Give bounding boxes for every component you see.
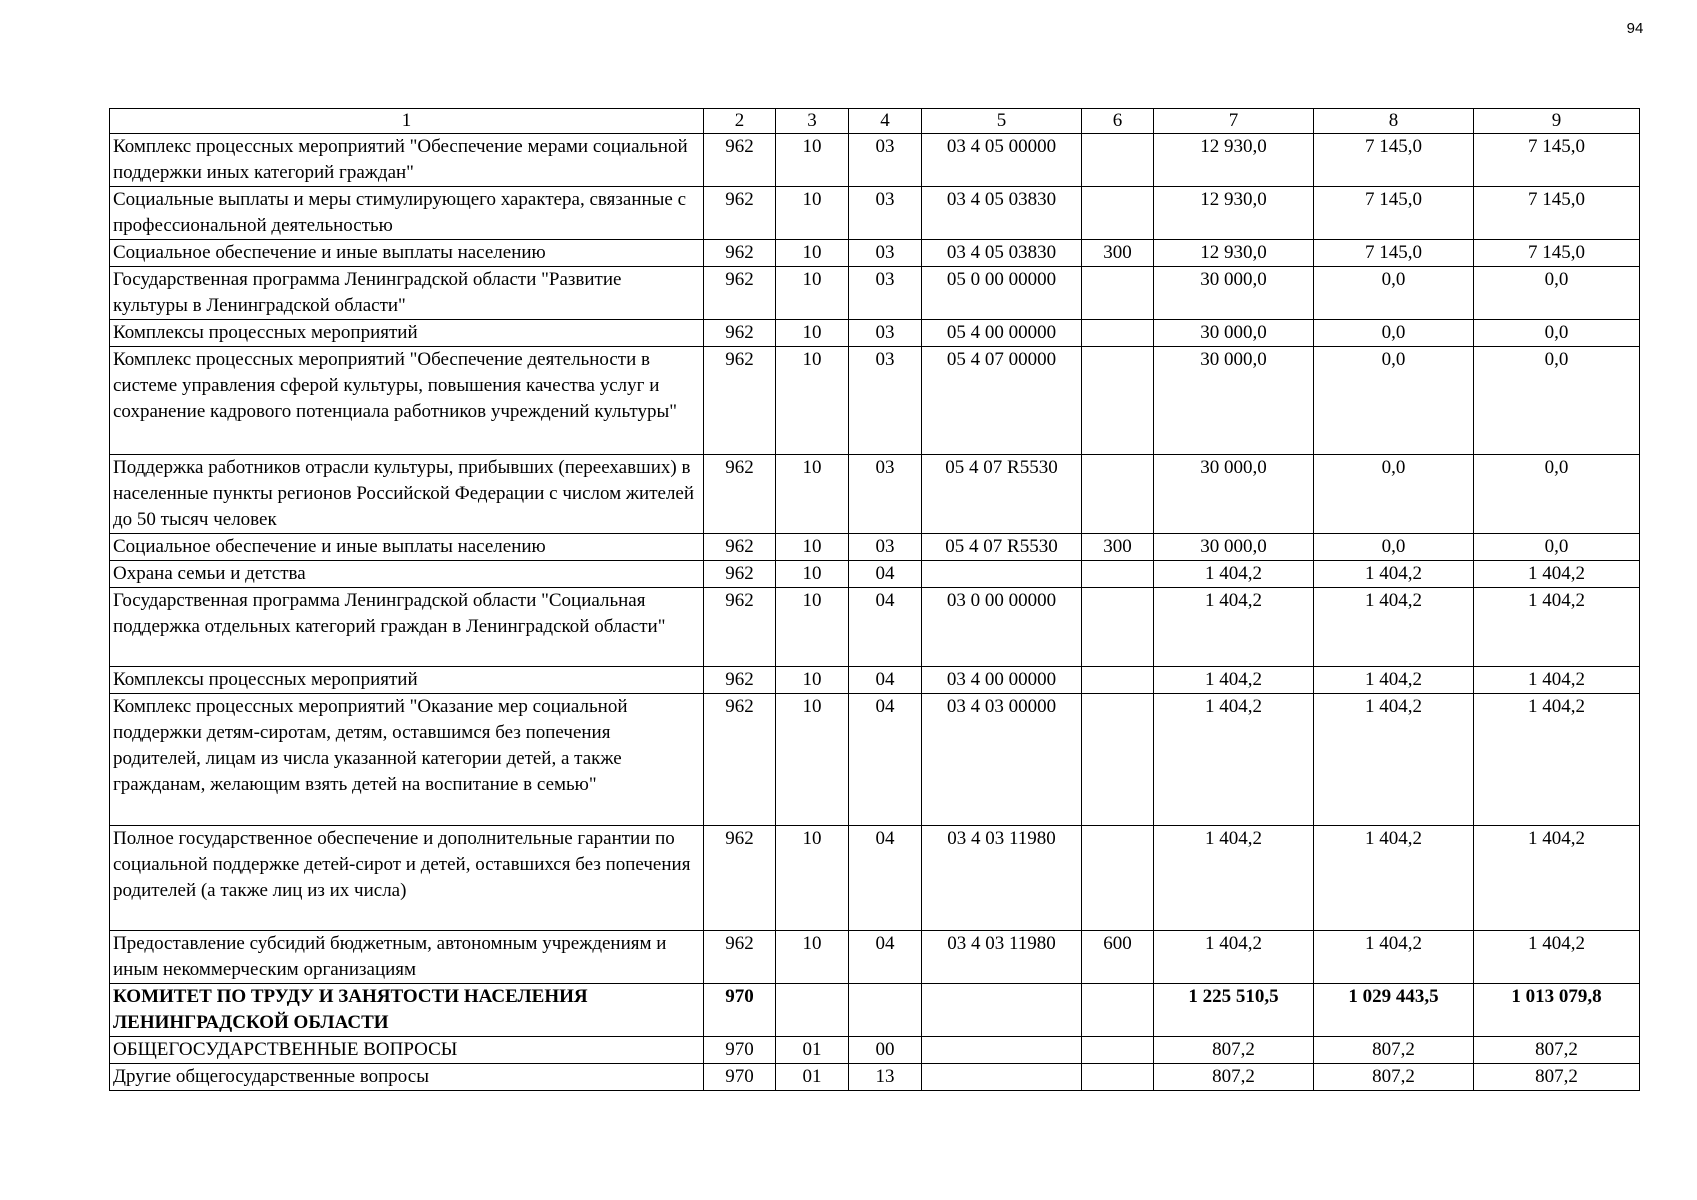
row-admin-code-cell: 962 [704,187,776,240]
row-admin-code-cell: 962 [704,826,776,931]
table-row [110,561,1640,588]
row-name-cell: Полное государственное обеспечение и дополнительные гарантии по социальной поддержке детей-сирот и детей, оставшихся без попечения родителей (а также лиц из их числа) [110,826,704,931]
row-expense-type-cell: 300 [1082,534,1154,561]
row-amount-year3-cell: 0,0 [1474,320,1640,347]
row-subsection-cell [849,984,922,1037]
row-target-article-cell [922,1064,1082,1091]
row-admin-code-cell: 962 [704,588,776,667]
row-amount-year2-cell: 0,0 [1314,347,1474,455]
table-row [110,134,1640,187]
row-name-cell: Предоставление субсидий бюджетным, автономным учреждениям и иным некоммерческим организациям [110,931,704,984]
table-header-row [110,109,1640,134]
budget-table [109,108,1640,1091]
row-section-cell: 10 [776,826,849,931]
table-row [110,984,1640,1037]
row-amount-year3-cell: 0,0 [1474,347,1640,455]
row-name-cell: Государственная программа Ленинградской области "Социальная поддержка отдельных категорий граждан в Ленинградской области" [110,588,704,667]
row-subsection-cell: 04 [849,561,922,588]
row-expense-type-cell [1082,984,1154,1037]
row-name-cell: Комплекс процессных мероприятий "Оказание мер социальной поддержки детям-сиротам, детям, оставшимся без попечения родителей, лицам из числа указанной категории детей, а также гражданам, желающим взять детей на воспитание в семью" [110,694,704,826]
row-amount-year2-cell: 1 404,2 [1314,694,1474,826]
row-subsection-cell: 03 [849,267,922,320]
header-cell-8: 8 [1314,109,1474,134]
row-amount-year3-cell: 7 145,0 [1474,240,1640,267]
row-expense-type-cell [1082,1037,1154,1064]
row-subsection-cell: 03 [849,320,922,347]
row-expense-type-cell [1082,826,1154,931]
table-row [110,240,1640,267]
row-amount-year2-cell: 1 404,2 [1314,826,1474,931]
row-amount-year3-cell: 1 013 079,8 [1474,984,1640,1037]
row-admin-code-cell: 962 [704,561,776,588]
row-amount-year1-cell: 30 000,0 [1154,320,1314,347]
row-name-cell: Поддержка работников отрасли культуры, прибывших (переехавших) в населенные пункты регионов Российской Федерации с числом жителей до 50 тысяч человек [110,455,704,534]
row-name-cell: Охрана семьи и детства [110,561,704,588]
row-subsection-cell: 03 [849,134,922,187]
row-section-cell: 10 [776,694,849,826]
row-expense-type-cell [1082,320,1154,347]
row-amount-year2-cell: 1 404,2 [1314,561,1474,588]
row-section-cell: 10 [776,455,849,534]
table-row [110,826,1640,931]
row-section-cell: 10 [776,134,849,187]
row-expense-type-cell [1082,588,1154,667]
row-subsection-cell: 03 [849,455,922,534]
row-target-article-cell: 05 0 00 00000 [922,267,1082,320]
row-section-cell [776,984,849,1037]
row-subsection-cell: 04 [849,667,922,694]
row-target-article-cell: 03 4 03 11980 [922,826,1082,931]
row-subsection-cell: 00 [849,1037,922,1064]
row-expense-type-cell [1082,667,1154,694]
row-name-cell: Комплекс процессных мероприятий "Обеспечение мерами социальной поддержки иных категорий граждан" [110,134,704,187]
row-amount-year3-cell: 807,2 [1474,1064,1640,1091]
row-admin-code-cell: 962 [704,320,776,347]
row-amount-year2-cell: 1 404,2 [1314,588,1474,667]
row-amount-year3-cell: 1 404,2 [1474,588,1640,667]
row-target-article-cell: 05 4 07 R5530 [922,455,1082,534]
row-section-cell: 10 [776,561,849,588]
row-amount-year2-cell: 0,0 [1314,267,1474,320]
table-row [110,588,1640,667]
row-section-cell: 10 [776,534,849,561]
page-number: 94 [1626,20,1644,37]
row-name-cell: Социальные выплаты и меры стимулирующего характера, связанные с профессиональной деятельностью [110,187,704,240]
row-amount-year3-cell: 1 404,2 [1474,561,1640,588]
row-amount-year1-cell: 1 404,2 [1154,588,1314,667]
row-amount-year3-cell: 1 404,2 [1474,667,1640,694]
row-target-article-cell [922,561,1082,588]
row-target-article-cell: 03 0 00 00000 [922,588,1082,667]
header-cell-6: 6 [1082,109,1154,134]
row-target-article-cell [922,1037,1082,1064]
row-admin-code-cell: 962 [704,694,776,826]
row-amount-year1-cell: 12 930,0 [1154,134,1314,187]
row-amount-year3-cell: 1 404,2 [1474,826,1640,931]
table-row [110,1064,1640,1091]
row-amount-year2-cell: 0,0 [1314,534,1474,561]
row-section-cell: 10 [776,347,849,455]
row-expense-type-cell: 600 [1082,931,1154,984]
table-row [110,347,1640,455]
row-target-article-cell: 05 4 00 00000 [922,320,1082,347]
row-section-cell: 01 [776,1037,849,1064]
row-name-cell: Другие общегосударственные вопросы [110,1064,704,1091]
table-row [110,267,1640,320]
row-expense-type-cell [1082,561,1154,588]
row-expense-type-cell: 300 [1082,240,1154,267]
row-admin-code-cell: 970 [704,984,776,1037]
row-admin-code-cell: 962 [704,455,776,534]
row-amount-year1-cell: 12 930,0 [1154,240,1314,267]
row-expense-type-cell [1082,187,1154,240]
row-expense-type-cell [1082,694,1154,826]
row-name-cell: Государственная программа Ленинградской области "Развитие культуры в Ленинградской области" [110,267,704,320]
row-subsection-cell: 04 [849,694,922,826]
row-amount-year3-cell: 1 404,2 [1474,694,1640,826]
row-admin-code-cell: 962 [704,134,776,187]
row-target-article-cell: 03 4 05 03830 [922,187,1082,240]
row-amount-year2-cell: 1 404,2 [1314,667,1474,694]
row-admin-code-cell: 962 [704,534,776,561]
row-amount-year3-cell: 0,0 [1474,455,1640,534]
row-subsection-cell: 03 [849,347,922,455]
row-subsection-cell: 13 [849,1064,922,1091]
row-admin-code-cell: 970 [704,1064,776,1091]
row-section-cell: 01 [776,1064,849,1091]
row-amount-year3-cell: 0,0 [1474,534,1640,561]
row-section-cell: 10 [776,240,849,267]
table-row [110,455,1640,534]
row-subsection-cell: 04 [849,588,922,667]
row-expense-type-cell [1082,267,1154,320]
row-amount-year1-cell: 1 404,2 [1154,667,1314,694]
row-name-cell: Комплексы процессных мероприятий [110,667,704,694]
row-expense-type-cell [1082,134,1154,187]
row-target-article-cell: 03 4 05 03830 [922,240,1082,267]
table-row [110,187,1640,240]
row-amount-year3-cell: 7 145,0 [1474,134,1640,187]
row-section-cell: 10 [776,187,849,240]
row-name-cell: КОМИТЕТ ПО ТРУДУ И ЗАНЯТОСТИ НАСЕЛЕНИЯ ЛЕНИНГРАДСКОЙ ОБЛАСТИ [110,984,704,1037]
row-amount-year2-cell: 1 404,2 [1314,931,1474,984]
row-target-article-cell: 03 4 03 00000 [922,694,1082,826]
row-admin-code-cell: 962 [704,931,776,984]
row-amount-year1-cell: 1 225 510,5 [1154,984,1314,1037]
row-amount-year3-cell: 0,0 [1474,267,1640,320]
row-amount-year1-cell: 30 000,0 [1154,534,1314,561]
header-cell-2: 2 [704,109,776,134]
table-row [110,667,1640,694]
row-admin-code-cell: 970 [704,1037,776,1064]
row-expense-type-cell [1082,1064,1154,1091]
row-name-cell: ОБЩЕГОСУДАРСТВЕННЫЕ ВОПРОСЫ [110,1037,704,1064]
row-section-cell: 10 [776,667,849,694]
row-admin-code-cell: 962 [704,667,776,694]
row-target-article-cell: 03 4 03 11980 [922,931,1082,984]
row-target-article-cell: 03 4 05 00000 [922,134,1082,187]
row-subsection-cell: 03 [849,534,922,561]
row-target-article-cell [922,984,1082,1037]
row-expense-type-cell [1082,347,1154,455]
row-amount-year1-cell: 12 930,0 [1154,187,1314,240]
row-name-cell: Социальное обеспечение и иные выплаты населению [110,534,704,561]
row-amount-year2-cell: 0,0 [1314,320,1474,347]
row-subsection-cell: 03 [849,187,922,240]
row-amount-year1-cell: 1 404,2 [1154,931,1314,984]
row-section-cell: 10 [776,588,849,667]
row-amount-year1-cell: 1 404,2 [1154,694,1314,826]
row-amount-year1-cell: 30 000,0 [1154,347,1314,455]
row-admin-code-cell: 962 [704,267,776,320]
table-row [110,320,1640,347]
row-subsection-cell: 04 [849,931,922,984]
row-amount-year2-cell: 807,2 [1314,1064,1474,1091]
row-subsection-cell: 03 [849,240,922,267]
row-amount-year2-cell: 0,0 [1314,455,1474,534]
row-section-cell: 10 [776,931,849,984]
row-subsection-cell: 04 [849,826,922,931]
row-amount-year1-cell: 30 000,0 [1154,455,1314,534]
row-amount-year1-cell: 807,2 [1154,1064,1314,1091]
row-name-cell: Комплекс процессных мероприятий "Обеспечение деятельности в системе управления сферой культуры, повышения качества услуг и сохранение кадрового потенциала работников учреждений культуры" [110,347,704,455]
row-amount-year2-cell: 7 145,0 [1314,240,1474,267]
header-cell-5: 5 [922,109,1082,134]
table-row [110,534,1640,561]
row-amount-year2-cell: 7 145,0 [1314,187,1474,240]
row-target-article-cell: 03 4 00 00000 [922,667,1082,694]
header-cell-4: 4 [849,109,922,134]
row-amount-year3-cell: 7 145,0 [1474,187,1640,240]
row-amount-year2-cell: 1 029 443,5 [1314,984,1474,1037]
header-cell-3: 3 [776,109,849,134]
row-admin-code-cell: 962 [704,347,776,455]
row-amount-year1-cell: 1 404,2 [1154,561,1314,588]
row-amount-year2-cell: 7 145,0 [1314,134,1474,187]
row-name-cell: Социальное обеспечение и иные выплаты населению [110,240,704,267]
table-row [110,1037,1640,1064]
row-amount-year2-cell: 807,2 [1314,1037,1474,1064]
table-row [110,694,1640,826]
row-amount-year1-cell: 1 404,2 [1154,826,1314,931]
row-amount-year1-cell: 807,2 [1154,1037,1314,1064]
row-amount-year3-cell: 807,2 [1474,1037,1640,1064]
table-row [110,931,1640,984]
row-name-cell: Комплексы процессных мероприятий [110,320,704,347]
header-cell-7: 7 [1154,109,1314,134]
row-section-cell: 10 [776,320,849,347]
row-amount-year1-cell: 30 000,0 [1154,267,1314,320]
table-body [110,109,1640,1091]
row-expense-type-cell [1082,455,1154,534]
header-cell-1: 1 [110,109,704,134]
row-section-cell: 10 [776,267,849,320]
row-amount-year3-cell: 1 404,2 [1474,931,1640,984]
row-target-article-cell: 05 4 07 R5530 [922,534,1082,561]
header-cell-9: 9 [1474,109,1640,134]
row-admin-code-cell: 962 [704,240,776,267]
row-target-article-cell: 05 4 07 00000 [922,347,1082,455]
